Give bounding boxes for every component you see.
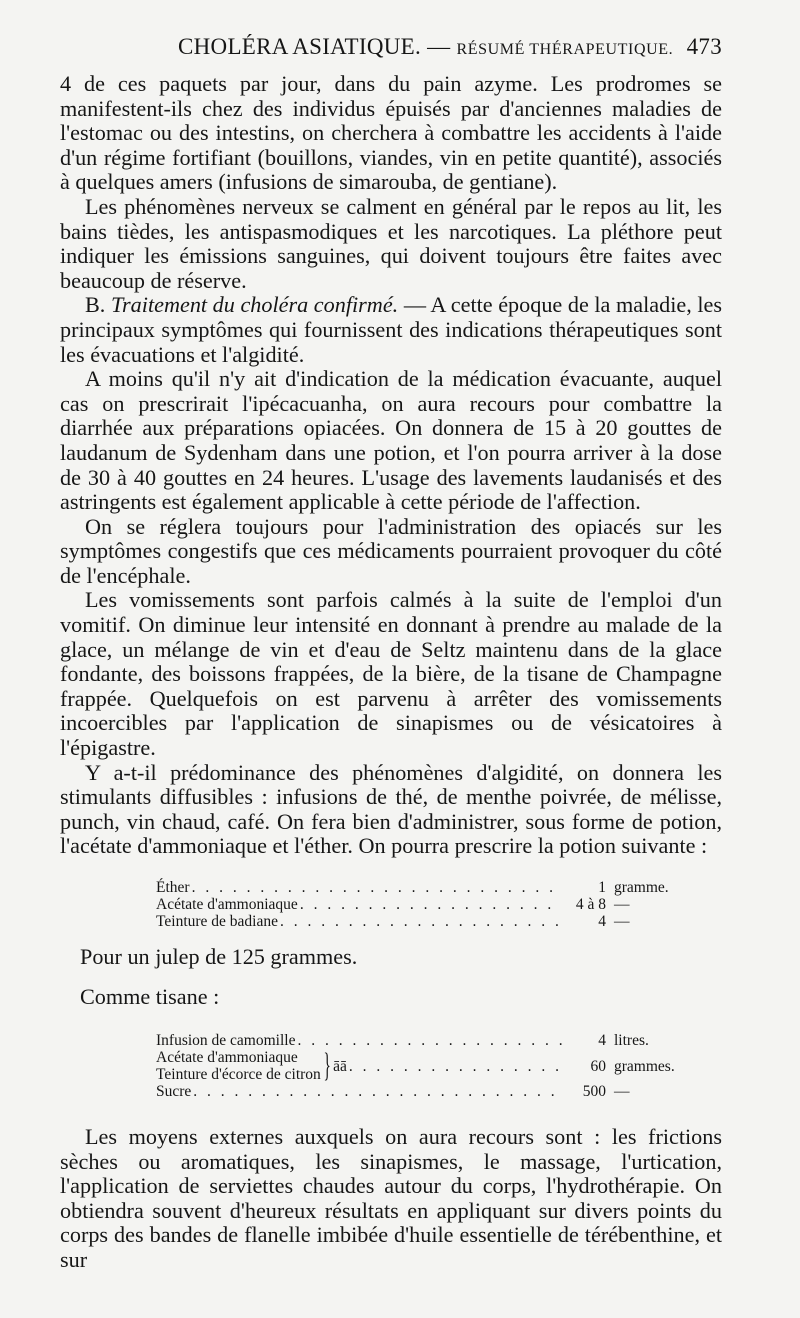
running-header	[60, 34, 722, 64]
tisane-label: Comme tisane :	[80, 984, 220, 1009]
brace-symbol: }	[323, 1047, 331, 1084]
ana-symbol: āā	[333, 1057, 347, 1075]
formula-row: Teinture de badiane . . . 4 —	[156, 913, 696, 930]
paragraph: A moins qu'il n'y ait d'indication de la médication évacuante, auquel cas on prescrirait l'ipécacuanha, on aura recours pour combattre la diarrhée aux préparations opiacées. On donnera de 15 à 20 gouttes de laudanum de Sydenham dans une potion, et l'on pourra arriver à la dose de 30 à 40 gouttes en 24 heures. L'usage des lavements laudanisés et des astringents est également applicable à cette période de l'affection.	[60, 366, 722, 515]
paragraph-section-b: B. Traitement du choléra confirmé. — A cette époque de la maladie, les principaux symptômes qui fournissent des indications thérapeutiques sont les évacuations et l'algidité.	[60, 292, 722, 367]
paragraph: Y a-t-il prédominance des phénomènes d'algidité, on donnera les stimulants diffusibles : infusions de thé, de menthe poivrée, de mélisse, punch, vin chaud, café. On fera bien d'administrer, sous forme de potion, l'acétate d'ammoniaque et l'éther. On pourra prescrire la potion suivante :	[60, 759, 722, 859]
formula-row: Infusion de camomille . . . 4 litres.	[156, 1032, 696, 1049]
potion-formula	[156, 879, 696, 930]
page-number: 473	[686, 34, 722, 59]
paragraph: 4 de ces paquets par jour, dans du pain azyme. Les prodromes se manifestent-ils chez des individus épuisés par d'anciennes maladies de l'estomac ou des intestins, on cherchera à combattre les accidents à l'aide d'un régime fortifiant (bouillons, viandes, vin en petite quantité), associés à quelques amers (infusions de simarouba, de gentiane).	[60, 71, 722, 195]
formula-row: Éther . . . 1 gramme.	[156, 879, 696, 896]
formula-ingredient: Teinture d'écorce de citron	[156, 1066, 321, 1083]
formula-row: Sucre . . . 500 —	[156, 1083, 696, 1100]
julep-line: Pour un julep de 125 grammes.	[80, 944, 358, 969]
tisane-formula	[156, 1032, 696, 1100]
paragraph: Les moyens externes auxquels on aura recours sont : les frictions sèches ou aromatiques, les sinapismes, le massage, l'urtication, l'application de serviettes chaudes autour du corps, l'hydrothérapie. On obtiendra souvent d'heureux résultats en appliquant sur divers points du corps des bandes de flanelle imbibée d'huile essentielle de térébenthine, et sur	[60, 1124, 722, 1272]
paragraph: Les phénomènes nerveux se calment en général par le repos au lit, les bains tièdes, les antispasmodiques et les narcotiques. La pléthore peut indiquer les émissions sanguines, qui doivent toujours être faites avec beaucoup de réserve.	[60, 193, 722, 293]
paragraph: Les vomissements sont parfois calmés à la suite de l'emploi d'un vomitif. On diminue leur intensité en donnant à prendre au malade de la glace, un mélange de vin et d'eau de Seltz maintenu dans de la glace fondante, des boissons frappées, de la bière, de la tisane de Champagne frappée. Quelquefois on est parvenu à arrêter des vomissements incoercibles par l'application de sinapismes ou de vésicatoires à l'épigastre.	[60, 587, 722, 761]
running-title: CHOLÉRA ASIATIQUE. — RÉSUMÉ THÉRAPEUTIQUE.	[178, 34, 674, 59]
formula-brace-group: Acétate d'ammoniaque Teinture d'écorce de citron } āā . . . 60 grammes.	[156, 1049, 696, 1083]
formula-ingredient: Acétate d'ammoniaque	[156, 1049, 298, 1066]
paragraph: On se réglera toujours pour l'administration des opiacés sur les symptômes congestifs que ces médicaments pourraient provoquer du côté de l'encéphale.	[60, 513, 722, 588]
formula-row: Acétate d'ammoniaque . . . 4 à 8 —	[156, 896, 696, 913]
page-body	[60, 72, 722, 1273]
section-heading: Traitement du choléra confirmé.	[110, 292, 399, 318]
